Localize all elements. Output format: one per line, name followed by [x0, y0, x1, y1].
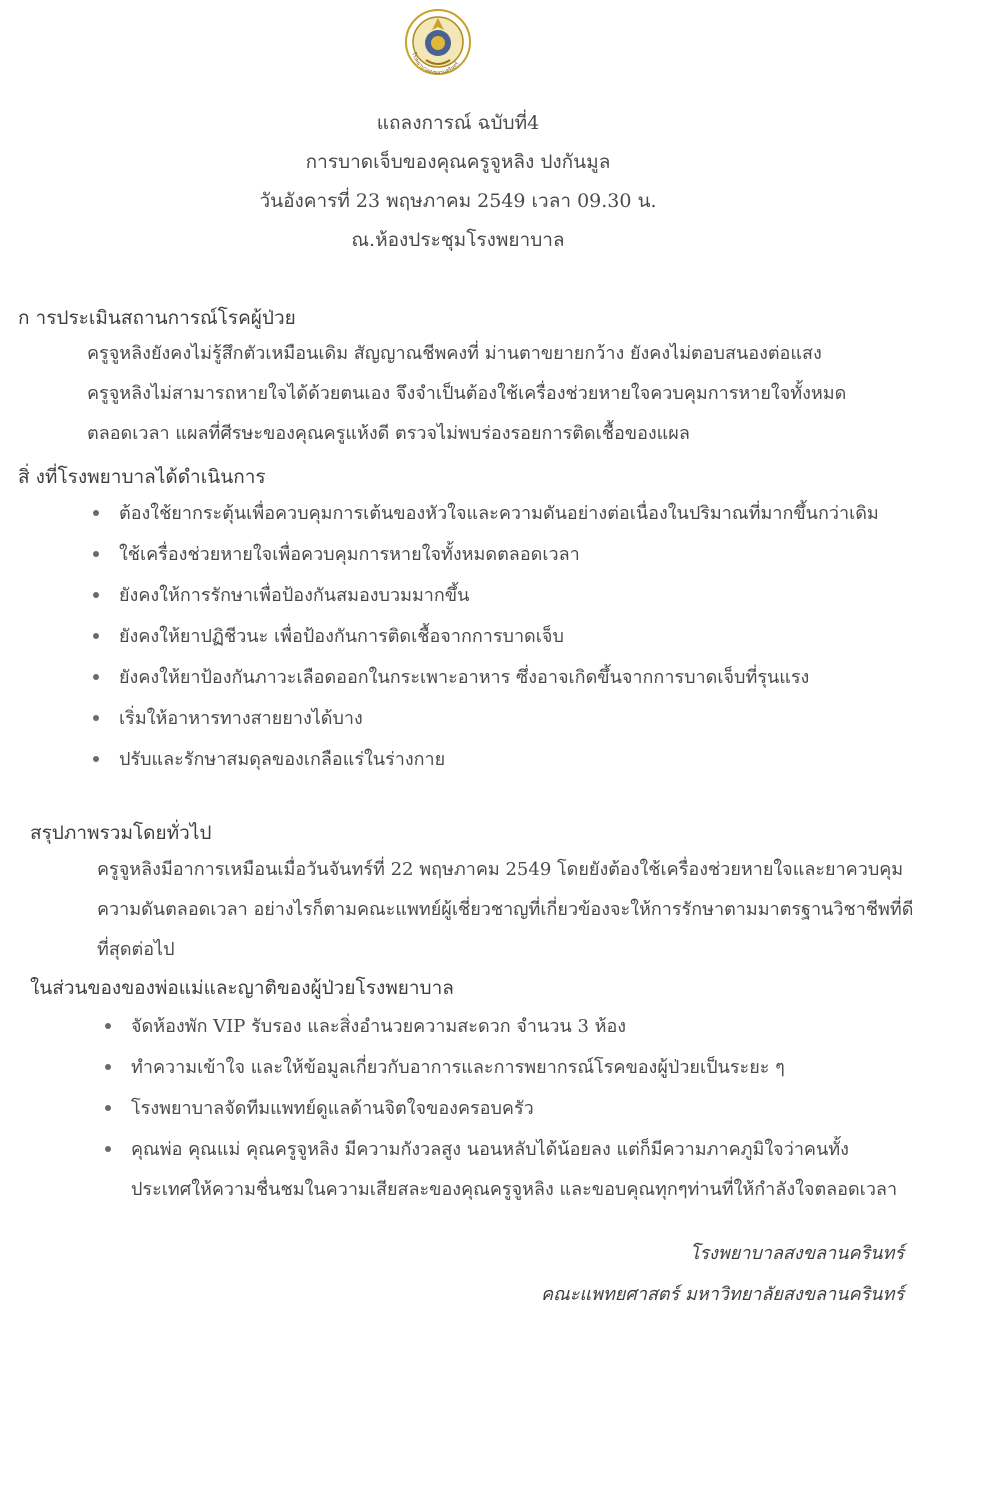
summary-line: ครูจูหลิงมีอาการเหมือนเมื่อวันจันทร์ที่ 22 พฤษภาคม 2549 โดยยังต้องใช้เครื่องช่วยหายใจและยาควบคุม	[97, 859, 904, 880]
list-item	[119, 575, 879, 616]
list-item	[119, 698, 879, 739]
list-item	[119, 534, 879, 575]
actions-heading: สิ่ งที่โรงพยาบาลได้ดำเนินการ	[18, 466, 266, 488]
bullet-icon	[93, 674, 99, 680]
list-item	[119, 493, 879, 534]
assessment-line: ตลอดเวลา แผลที่ศีรษะของคุณครูแห้งดี ตรวจไม่พบร่องรอยการติดเชื้อของแผล	[87, 423, 690, 444]
bullet-icon	[93, 551, 99, 557]
action-text: ต้องใช้ยากระตุ้นเพื่อควบคุมการเต้นของหัวใจและความดันอย่างต่อเนื่องในปริมาณที่มากขึ้นกว่าเดิม	[119, 503, 879, 524]
list-item	[119, 657, 879, 698]
action-text: เริ่มให้อาหารทางสายยางได้บาง	[119, 708, 363, 729]
bullet-icon	[93, 756, 99, 762]
signature-hospital: โรงพยาบาลสงขลานครินทร์	[689, 1243, 904, 1264]
bullet-icon	[105, 1105, 111, 1111]
announcement-subject: การบาดเจ็บของคุณครูจูหลิง ปงกันมูล	[305, 151, 611, 173]
action-text: ยังคงให้ยาปฏิชีวนะ เพื่อป้องกันการติดเชื้อจากการบาดเจ็บ	[119, 626, 564, 647]
list-item	[131, 1129, 897, 1210]
assessment-line: ครูจูหลิงยังคงไม่รู้สึกตัวเหมือนเดิม สัญญาณชีพคงที่ ม่านตาขยายกว้าง ยังคงไม่ตอบสนองต่อแสง	[87, 343, 822, 364]
bullet-icon	[105, 1064, 111, 1070]
list-item	[131, 1088, 897, 1129]
bullet-icon	[105, 1023, 111, 1029]
family-text: คุณพ่อ คุณแม่ คุณครูจูหลิง มีความกังวลสูง นอนหลับได้น้อยลง แต่ก็มีความภาคภูมิใจว่าคนทั้ง	[131, 1139, 849, 1160]
family-list	[131, 1006, 897, 1210]
bullet-icon	[93, 510, 99, 516]
signature-faculty: คณะแพทยศาสตร์ มหาวิทยาลัยสงขลานครินทร์	[541, 1284, 904, 1305]
family-text: ทำความเข้าใจ และให้ข้อมูลเกี่ยวกับอาการและการพยากรณ์โรคของผู้ป่วยเป็นระยะ ๆ	[131, 1057, 785, 1078]
summary-line: ความดันตลอดเวลา อย่างไรก็ตามคณะแพทย์ผู้เชี่ยวชาญที่เกี่ยวข้องจะให้การรักษาตามมาตรฐานวิชาชีพที่ดี	[97, 899, 914, 920]
announcement-date: วันอังคารที่ 23 พฤษภาคม 2549 เวลา 09.30 น.	[259, 190, 657, 212]
announcement-header	[0, 104, 916, 260]
assessment-heading: ก ารประเมินสถานการณ์โรคผู้ป่วย	[18, 307, 296, 329]
family-text: โรงพยาบาลจัดทีมแพทย์ดูแลด้านจิตใจของครอบครัว	[131, 1098, 534, 1119]
action-text: ยังคงให้การรักษาเพื่อป้องกันสมองบวมมากขึ้น	[119, 585, 470, 606]
list-item	[131, 1047, 897, 1088]
list-item	[119, 616, 879, 657]
summary-paragraph	[97, 850, 913, 970]
summary-heading: สรุปภาพรวมโดยทั่วไป	[30, 822, 212, 844]
hospital-seal-icon	[398, 2, 478, 82]
action-text: ใช้เครื่องช่วยหายใจเพื่อควบคุมการหายใจทั้งหมดตลอดเวลา	[119, 544, 580, 565]
bullet-icon	[93, 633, 99, 639]
seal-caption: โรงพยาบาลสงขลานครินทร์	[410, 51, 461, 77]
summary-line: ที่สุดต่อไป	[97, 939, 175, 960]
action-text: ยังคงให้ยาป้องกันภาวะเลือดออกในกระเพาะอาหาร ซึ่งอาจเกิดขึ้นจากการบาดเจ็บที่รุนแรง	[119, 667, 810, 688]
actions-list	[119, 493, 879, 780]
bullet-icon	[105, 1146, 111, 1152]
family-text-continuation: ประเทศให้ความชื่นชมในความเสียสละของคุณครูจูหลิง และขอบคุณทุกๆท่านที่ให้กำลังใจตลอดเวลา	[131, 1179, 898, 1200]
assessment-paragraph	[87, 334, 846, 454]
list-item	[119, 739, 879, 780]
bullet-icon	[93, 715, 99, 721]
action-text: ปรับและรักษาสมดุลของเกลือแร่ในร่างกาย	[119, 749, 446, 770]
family-heading: ในส่วนของของพ่อแม่และญาติของผู้ป่วยโรงพยาบาล	[30, 977, 454, 999]
bullet-icon	[93, 592, 99, 598]
announcement-location: ณ.ห้องประชุมโรงพยาบาล	[351, 229, 565, 251]
family-text: จัดห้องพัก VIP รับรอง และสิ่งอำนวยความสะดวก จำนวน 3 ห้อง	[131, 1016, 627, 1037]
assessment-line: ครูจูหลิงไม่สามารถหายใจได้ด้วยตนเอง จึงจำเป็นต้องใช้เครื่องช่วยหายใจควบคุมการหายใจทั้งหมด	[87, 383, 847, 404]
announcement-number: แถลงการณ์ ฉบับที่4	[376, 112, 540, 134]
list-item	[131, 1006, 897, 1047]
